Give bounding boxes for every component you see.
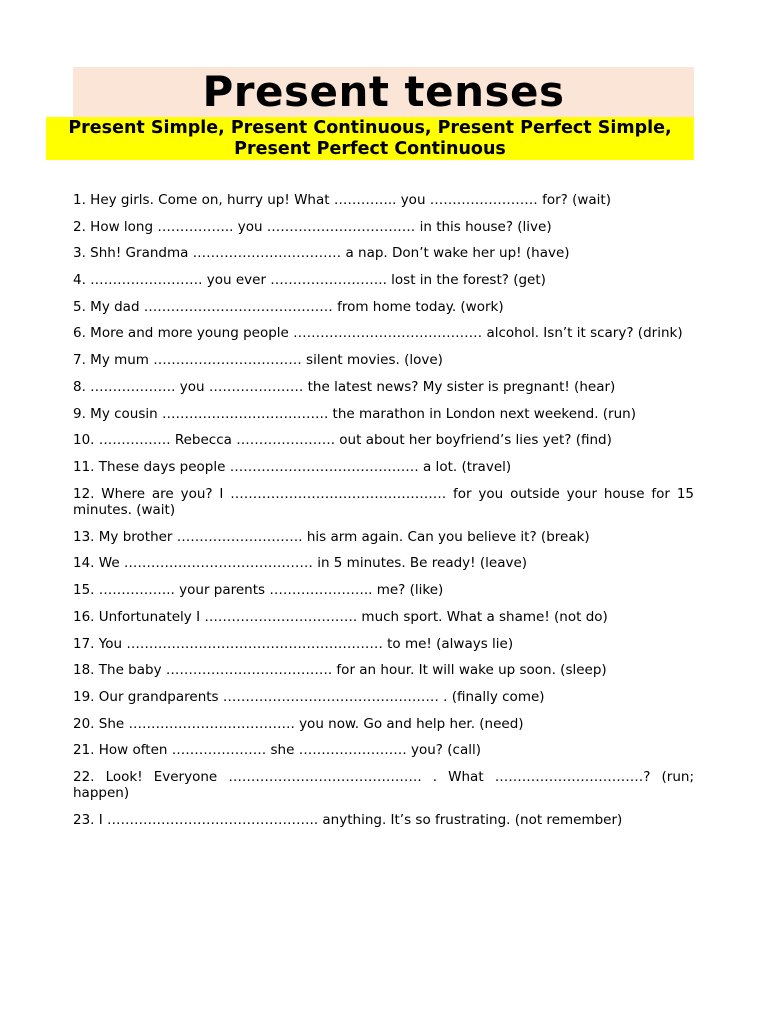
- exercise-item-5: 5. My dad …………………………………… from home today. (work): [73, 298, 504, 315]
- exercise-item-1: 1. Hey girls. Come on, hurry up! What ………….. you …………………… for? (wait): [73, 192, 611, 208]
- exercise-item-22: 22. Look! Everyone ……………………………………. . What ……………………………? (run; happen): [73, 768, 694, 802]
- exercise-item-13: 13. My brother ………………………. his arm again. Can you believe it? (break): [73, 528, 590, 545]
- exercise-item-12: 12. Where are you? I ………………………………………… for you outside your house for 15 minutes. (wait): [73, 485, 694, 519]
- exercise-item-4: 4. ……………………. you ever …………………….. lost in the forest? (get): [73, 272, 546, 289]
- exercise-item-18: 18. The baby ………………………………. for an hour. It will wake up soon. (sleep): [73, 662, 607, 679]
- exercise-item-17: 17. You ………………………………………………… to me! (always lie): [73, 635, 514, 652]
- exercise-item-9: 9. My cousin ………………………………. the marathon in London next weekend. (run): [73, 405, 636, 422]
- exercise-item-3: 3. Shh! Grandma …………………………… a nap. Don’t wake her up! (have): [73, 245, 570, 262]
- exercise-item-8: 8. ………………. you ………………… the latest news? My sister is pregnant! (hear): [73, 378, 616, 395]
- exercise-item-11: 11. These days people …………………………………… a lot. (travel): [73, 458, 512, 475]
- title-banner: [73, 67, 694, 117]
- exercise-item-16: 16. Unfortunately I ……………………………. much sport. What a shame! (not do): [73, 608, 608, 625]
- exercise-item-2: 2. How long …………….. you …………………………… in this house? (live): [73, 218, 552, 235]
- exercise-item-6: 6. More and more young people …………………………………… alcohol. Isn’t it scary? (drink): [73, 325, 683, 342]
- exercise-item-14: 14. We …………………………………… in 5 minutes. Be ready! (leave): [73, 555, 528, 572]
- page-title: Present tenses: [202, 67, 565, 116]
- exercise-item-10: 10. ……………. Rebecca …………………. out about her boyfriend’s lies yet? (find): [73, 432, 612, 449]
- exercise-item-19: 19. Our grandparents ………………………………………… . (finally come): [73, 688, 545, 705]
- exercise-list: [73, 192, 694, 839]
- exercise-item-7: 7. My mum …………………………… silent movies. (love): [73, 352, 443, 369]
- exercise-item-15: 15. …………….. your parents ………………….. me? (like): [73, 582, 444, 599]
- exercise-item-21: 21. How often ………………… she …………………… you? (call): [73, 742, 481, 759]
- page-subtitle: Present Simple, Present Continuous, Present Perfect Simple, Present Perfect Continuous: [68, 118, 672, 159]
- exercise-item-20: 20. She ………………………………. you now. Go and help her. (need): [73, 715, 524, 732]
- exercise-item-23: 23. I ……………………………………….. anything. It’s so frustrating. (not remember): [73, 812, 623, 829]
- subtitle-banner: [46, 117, 694, 160]
